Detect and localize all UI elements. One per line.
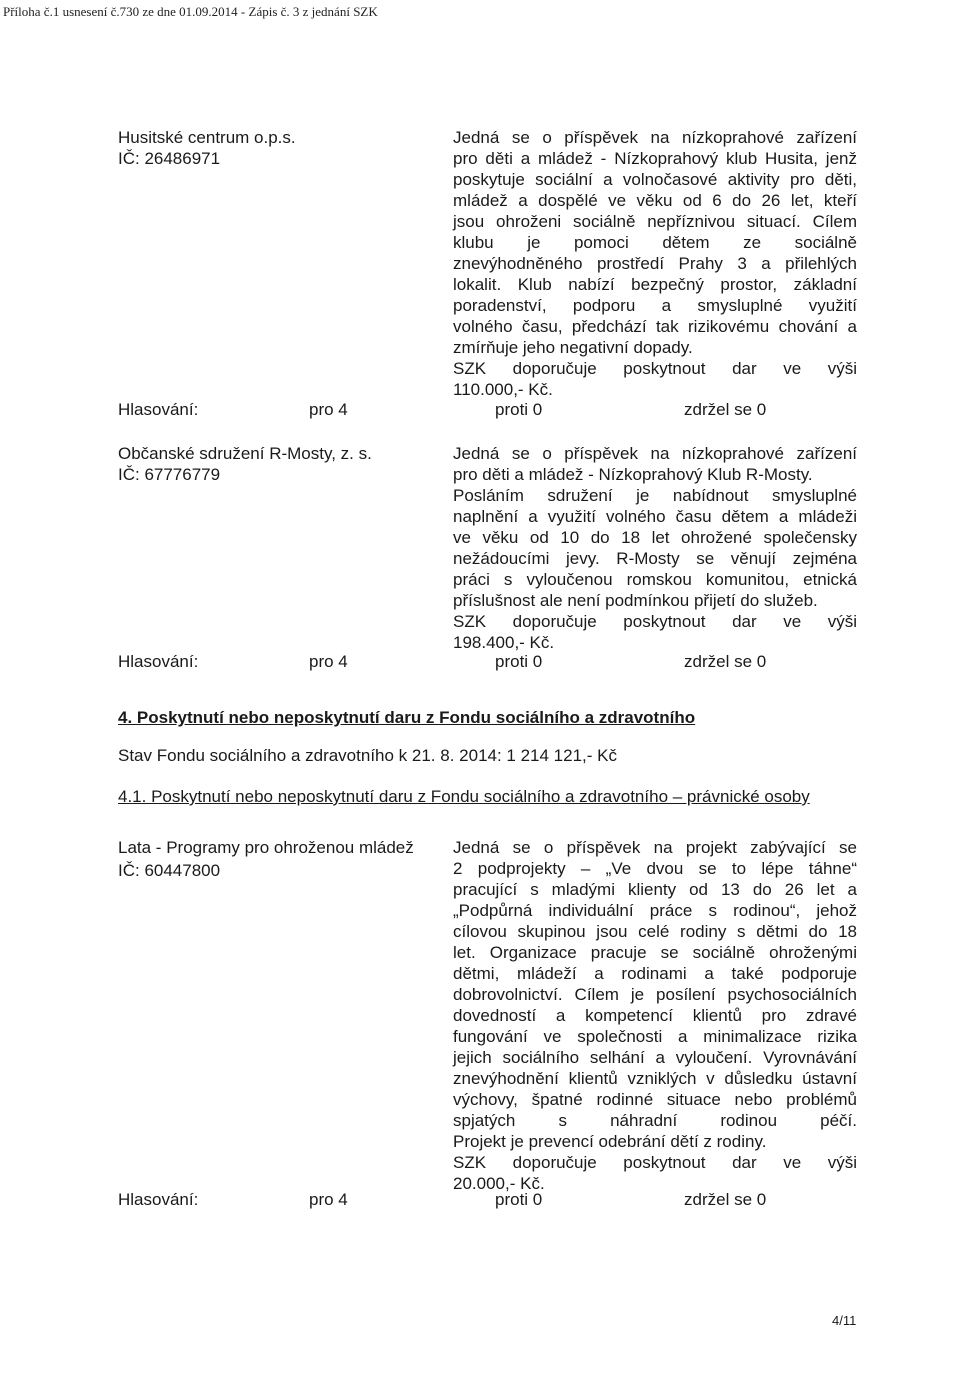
description-line: SZK doporučuje poskytnout dar ve výši xyxy=(453,612,857,631)
entry-description xyxy=(453,837,857,1194)
description-line: klubu je pomoci dětem ze sociálně xyxy=(453,233,857,252)
section-heading: 4. Poskytnutí nebo neposkytnutí daru z Fondu sociálního a zdravotního xyxy=(118,708,696,727)
description-line: spjatých s náhradní rodinou péčí. xyxy=(453,1111,857,1130)
description-line: práci s vyloučenou romskou komunitou, etnická xyxy=(453,570,857,589)
description-line: 2 podprojekty – „Ve dvou se to lépe táhne“ xyxy=(453,859,857,878)
description-line: 110.000,- Kč. xyxy=(453,380,553,399)
organization-ic: IČ: 60447800 xyxy=(118,861,221,880)
vote-proti: proti 0 xyxy=(495,400,543,419)
vote-pro: pro 4 xyxy=(309,1190,348,1209)
organization-name: Občanské sdružení R-Mosty, z. s. xyxy=(118,444,372,463)
description-line: Jedná se o příspěvek na nízkoprahové zařízení xyxy=(453,444,857,463)
description-line: Jedná se o příspěvek na nízkoprahové zařízení xyxy=(453,128,857,147)
organization-name: Lata - Programy pro ohroženou mládež xyxy=(118,838,414,857)
description-line: let. Organizace pracuje se sociálně ohroženými xyxy=(453,943,857,962)
description-line: „Podpůrná individuální práce s rodinou“, jehož xyxy=(453,901,857,920)
vote-abstain: zdržel se 0 xyxy=(684,652,767,671)
description-line: cílovou skupinou jsou celé rodiny s dětmi do 18 xyxy=(453,922,857,941)
description-line: mládež a dospělé ve věku od 6 do 26 let, kteří xyxy=(453,191,857,210)
vote-label: Hlasování: xyxy=(118,400,199,419)
description-line: volného času, předchází tak rizikovému chování a xyxy=(453,317,857,336)
description-line: dovedností a kompetencí klientů pro zdravé xyxy=(453,1006,857,1025)
organization-ic: IČ: 26486971 xyxy=(118,149,221,168)
description-line: výchovy, špatné rodinné situace nebo problémů xyxy=(453,1090,857,1109)
page-number: 4/11 xyxy=(832,1313,857,1328)
description-line: znevýhodnění klientů vzniklých v důsledku ústavní xyxy=(453,1069,857,1088)
fund-status: Stav Fondu sociálního a zdravotního k 21. 8. 2014: 1 214 121,- Kč xyxy=(118,746,617,765)
description-line: jejich sociálního selhání a vyloučení. Vyrovnávání xyxy=(453,1048,857,1067)
description-line: ve věku od 10 do 18 let ohrožené společensky xyxy=(453,528,857,547)
vote-abstain: zdržel se 0 xyxy=(684,400,767,419)
description-line: lokalit. Klub nabízí bezpečný prostor, základní xyxy=(453,275,857,294)
description-line: 20.000,- Kč. xyxy=(453,1174,545,1193)
description-line: poskytuje sociální a volnočasové aktivity pro děti, xyxy=(453,170,857,189)
vote-label: Hlasování: xyxy=(118,652,199,671)
vote-abstain: zdržel se 0 xyxy=(684,1190,767,1209)
entry-description xyxy=(453,127,857,400)
description-line: dobrovolnictví. Cílem je posílení psychosociálních xyxy=(453,985,857,1004)
vote-pro: pro 4 xyxy=(309,652,348,671)
vote-pro: pro 4 xyxy=(309,400,348,419)
description-line: Jedná se o příspěvek na projekt zabývající se xyxy=(453,838,857,857)
document-header: Příloha č.1 usnesení č.730 ze dne 01.09.2014 - Zápis č. 3 z jednání SZK xyxy=(3,4,378,19)
organization-ic: IČ: 67776779 xyxy=(118,465,221,484)
description-line: naplnění a využití volného času dětem a mládeži xyxy=(453,507,857,526)
vote-proti: proti 0 xyxy=(495,652,543,671)
organization-name: Husitské centrum o.p.s. xyxy=(118,128,296,147)
description-line: příslušnost ale není podmínkou přijetí do služeb. xyxy=(453,591,818,610)
description-line: pro děti a mládež - Nízkoprahový Klub R-Mosty. xyxy=(453,465,813,484)
description-line: pro děti a mládež - Nízkoprahový klub Husita, jenž xyxy=(453,149,857,168)
vote-label: Hlasování: xyxy=(118,1190,199,1209)
description-line: jsou ohroženi sociálně nepříznivou situací. Cílem xyxy=(453,212,857,231)
section-subheading: 4.1. Poskytnutí nebo neposkytnutí daru z Fondu sociálního a zdravotního – právnické osoby xyxy=(118,787,810,806)
description-line: zmírňuje jeho negativní dopady. xyxy=(453,338,693,357)
description-line: nežádoucími jevy. R-Mosty se věnují zejména xyxy=(453,549,857,568)
description-line: Projekt je prevencí odebrání dětí z rodiny. xyxy=(453,1132,767,1151)
description-line: poradenství, podporu a smysluplné využití xyxy=(453,296,857,315)
description-line: fungování ve společnosti a minimalizace rizika xyxy=(453,1027,857,1046)
description-line: 198.400,- Kč. xyxy=(453,633,555,652)
description-line: znevýhodněného prostředí Prahy 3 a přilehlých xyxy=(453,254,857,273)
description-line: dětmi, mládeží a rodinami a také podporuje xyxy=(453,964,857,983)
vote-proti: proti 0 xyxy=(495,1190,543,1209)
description-line: Posláním sdružení je nabídnout smysluplné xyxy=(453,486,857,505)
description-line: SZK doporučuje poskytnout dar ve výši xyxy=(453,1153,857,1172)
description-line: pracující s mladými klienty od 13 do 26 let a xyxy=(453,880,857,899)
description-line: SZK doporučuje poskytnout dar ve výši xyxy=(453,359,857,378)
entry-description xyxy=(453,443,857,653)
